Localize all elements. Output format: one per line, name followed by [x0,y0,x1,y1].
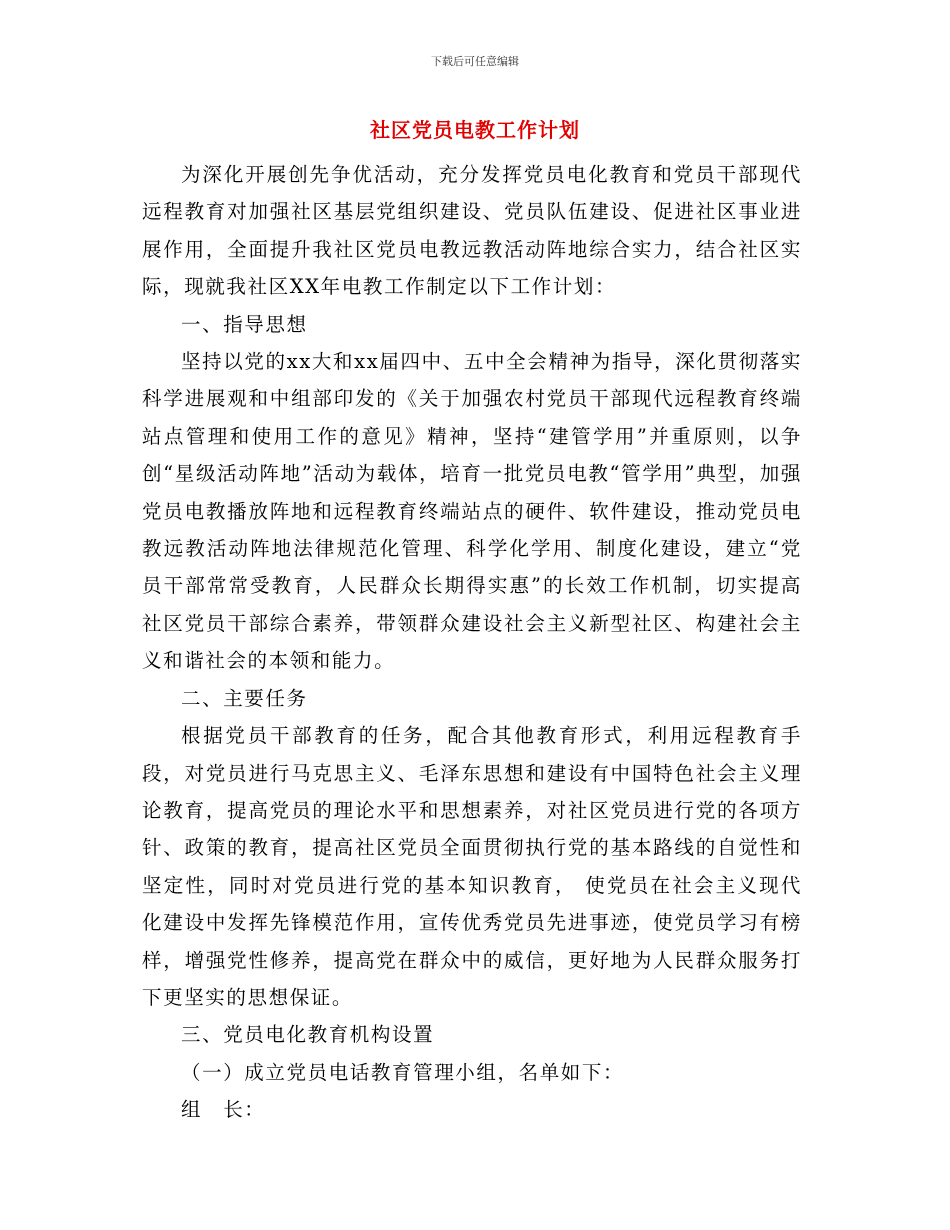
document-title: 社区党员电教工作计划 [370,118,580,142]
section-heading-main-tasks: 二、主要任务 [181,686,308,710]
guiding-ideology-paragraph: 坚持以党的xx大和xx届四中、五中全会精神为指导，深化贯彻落实科学进展观和中组部印发的《关于加强农村党员干部现代远程教育终端站点管理和使用工作的意见》精神，坚持“建管学用”并重原则，以争创“星级活动阵地”活动为载体，培育一批党员电教“管学用”典型，加强党员电教播放阵地和远程教育终端站点的硬件、软件建设，推动党员电教远教活动阵地法律规范化管理、科学化学用、制度化建设，建立“党员干部常常受教育，人民群众长期得实惠”的长效工作机制，切实提高社区党员干部综合素养，带领群众建设社会主义新型社区、构建社会主义和谐社会的本领和能力。 [142,350,802,673]
group-leader-line: 组 长： [181,1098,266,1122]
header-note: 下载后可任意编辑 [431,55,519,68]
main-tasks-paragraph: 根据党员干部教育的任务，配合其他教育形式，利用远程教育手段，对党员进行马克思主义、毛泽东思想和建设有中国特色社会主义理论教育，提高党员的理论水平和思想素养，对社区党员进行党的各项方针、政策的教育，提高社区党员全面贯彻执行党的基本路线的自觉性和坚定性，同时对党员进行党的基本知识教育， 使党员在社会主义现代化建设中发挥先锋模范作用，宣传优秀党员先进事迹，使党员学习有榜样，增强党性修养，提高党在群众中的威信，更好地为人民群众服务打下更坚实的思想保证。 [142,724,802,1009]
document-body [142,156,802,1129]
subsection-management-group: （一）成立党员电话教育管理小组，名单如下： [181,1060,625,1084]
section-heading-organization: 三、党员电化教育机构设置 [181,1023,435,1047]
intro-paragraph: 为深化开展创先争优活动，充分发挥党员电化教育和党员干部现代远程教育对加强社区基层党组织建设、党员队伍建设、促进社区事业进展作用，全面提升我社区党员电教远教活动阵地综合实力，结合社区实际，现就我社区XX年电教工作制定以下工作计划： [142,163,802,299]
section-heading-guiding-ideology: 一、指导思想 [181,312,308,336]
